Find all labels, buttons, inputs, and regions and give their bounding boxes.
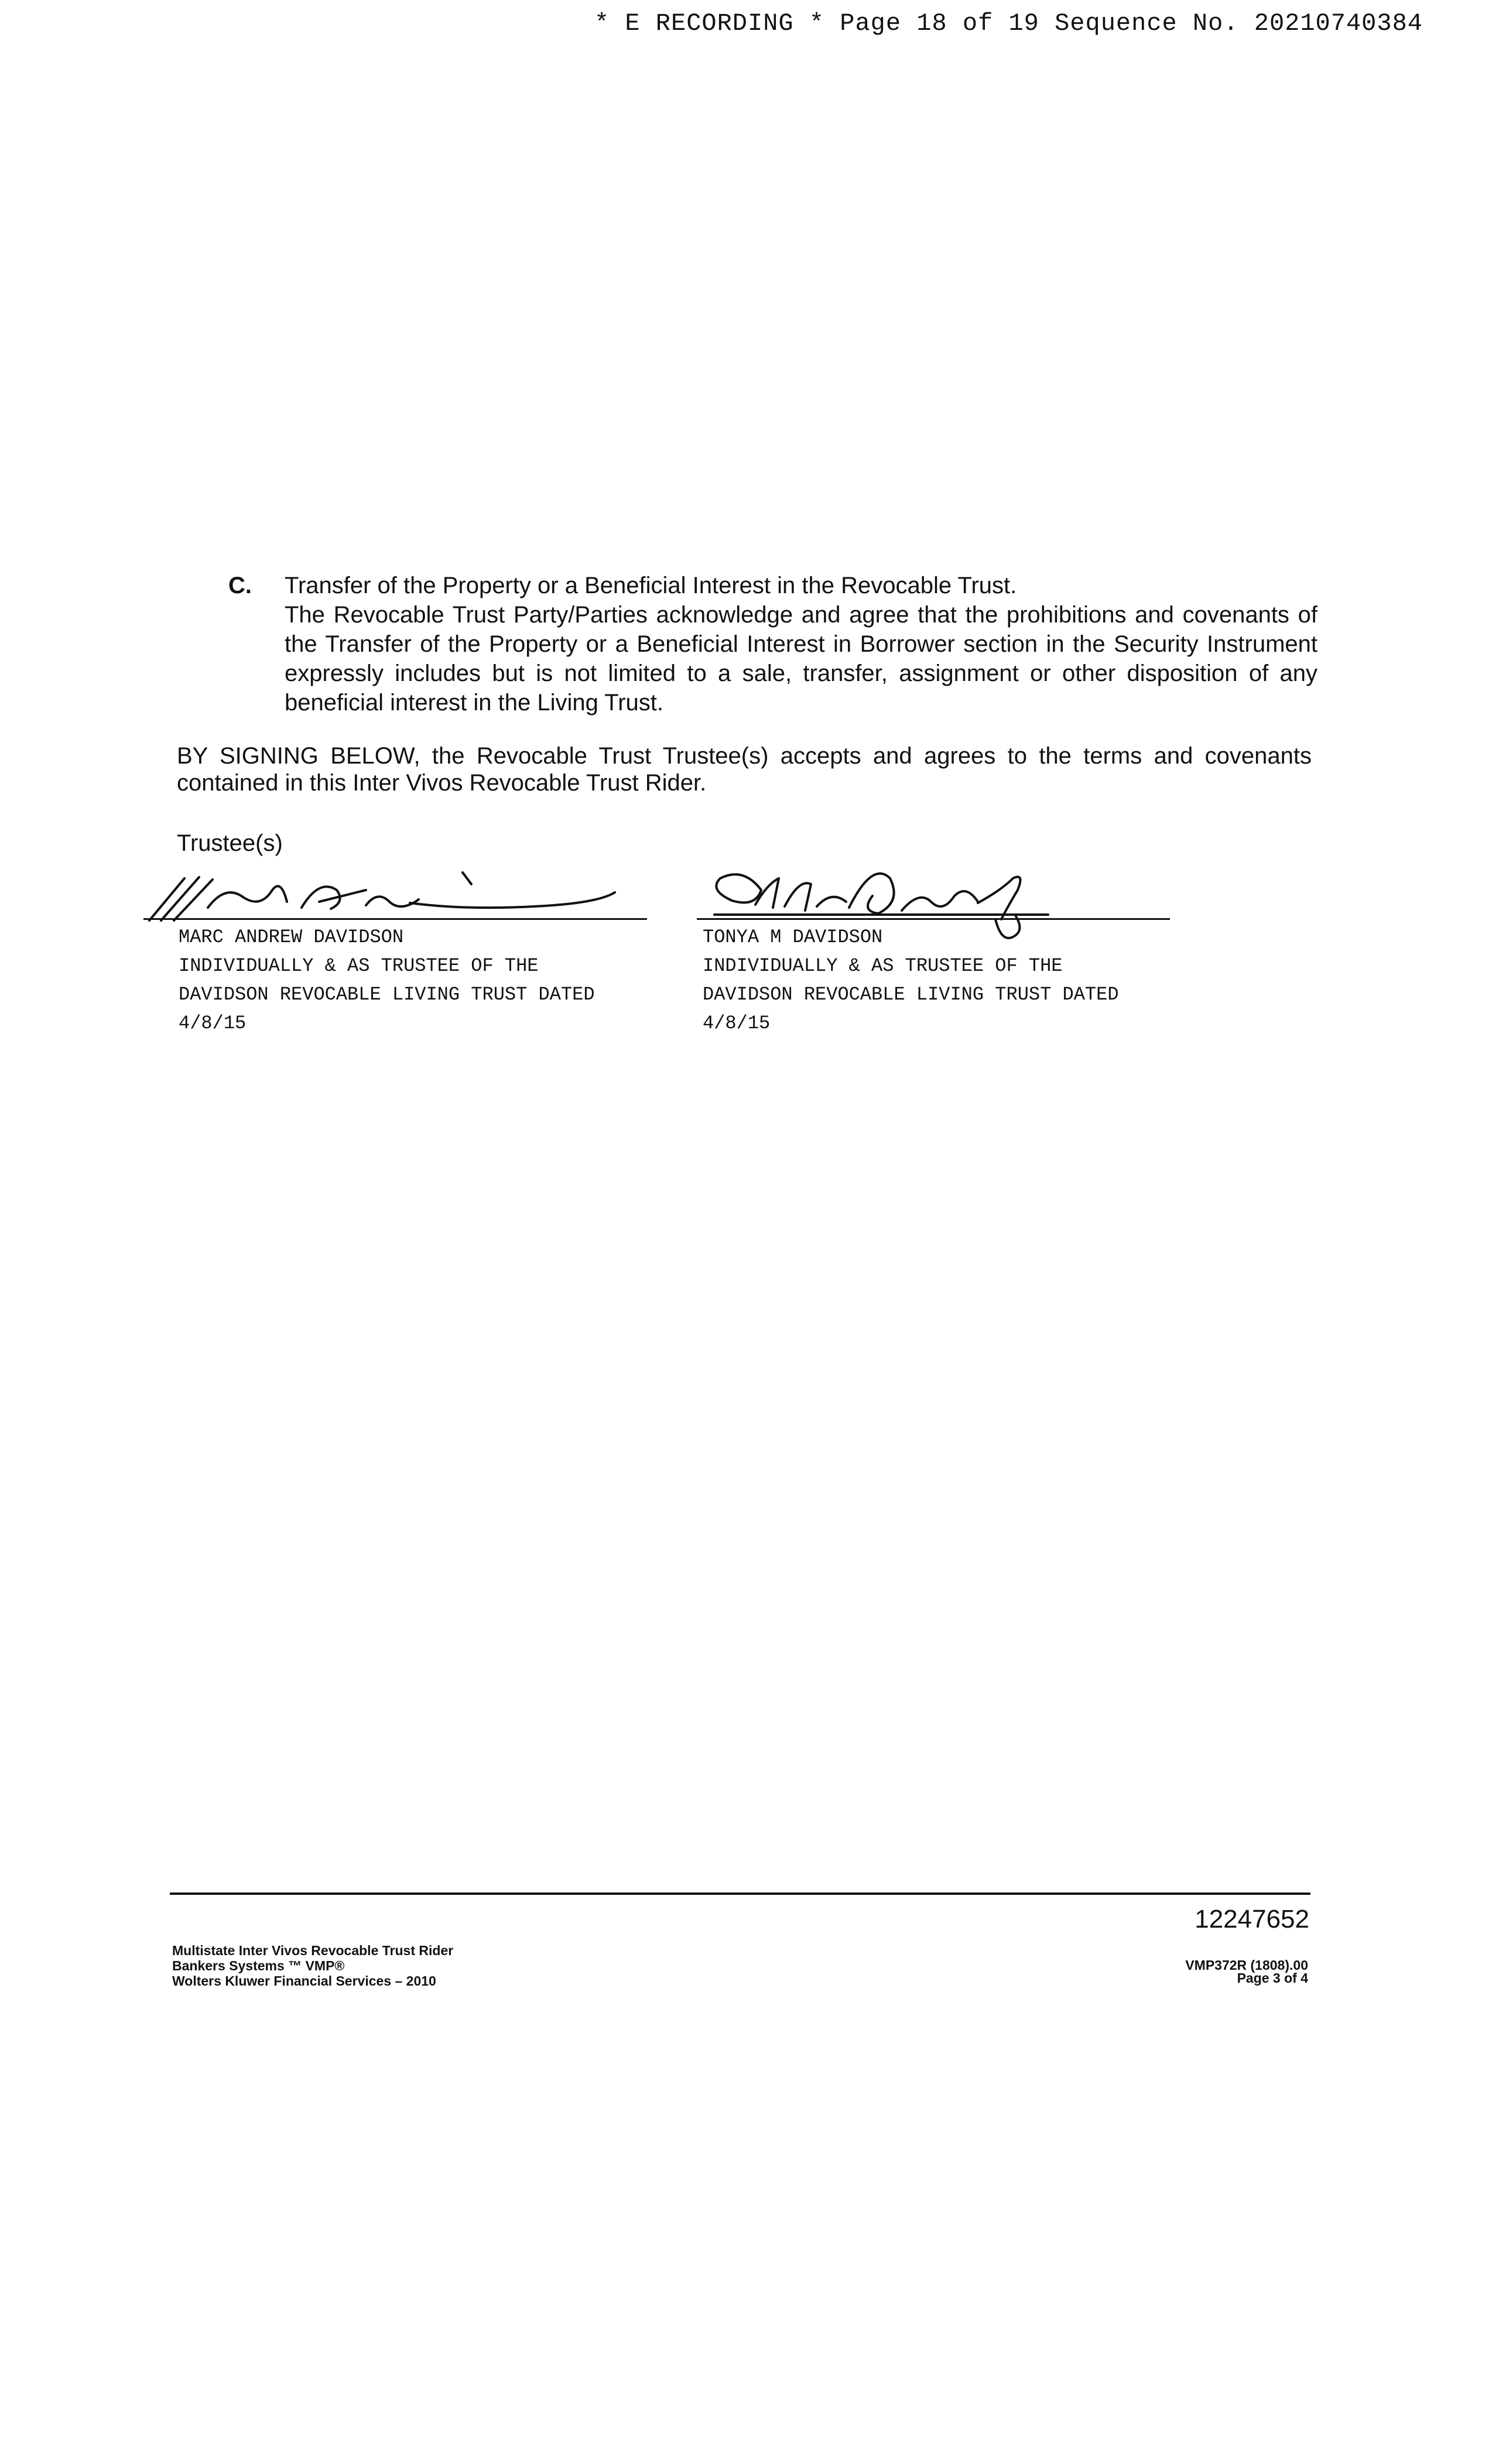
loan-number: 12247652: [1195, 1905, 1309, 1933]
section-letter: C.: [228, 573, 252, 598]
signature-line-1: [143, 918, 647, 920]
signing-text: the Revocable Trust Trustee(s) accepts and agrees to the terms and covenants contained in this Inter Vivos Revocable Trust Rider.: [177, 743, 1312, 796]
signing-statement: [177, 742, 1312, 796]
form-identification: [172, 1943, 453, 1989]
footer-divider: [170, 1893, 1310, 1895]
form-publisher: Bankers Systems ™ VMP®: [172, 1958, 345, 1973]
recording-stamp: * E RECORDING * Page 18 of 19 Sequence No. 20210740384: [594, 9, 1423, 37]
signature-line-2: [697, 918, 1170, 920]
form-page-info: [1185, 1959, 1308, 1984]
trustee-name: MARC ANDREW DAVIDSON: [179, 926, 404, 948]
page-number: Page 3 of 4: [1237, 1970, 1308, 1986]
form-copyright: Wolters Kluwer Financial Services – 2010: [172, 1973, 436, 1989]
section-c: [228, 571, 1317, 717]
trustee-details-2: [703, 923, 1119, 1038]
trustee-name: TONYA M DAVIDSON: [703, 926, 883, 948]
trust-date: 4/8/15: [179, 1012, 247, 1034]
trust-date: 4/8/15: [703, 1012, 771, 1034]
section-title: Transfer of the Property or a Beneficial Interest in the Revocable Trust.: [285, 573, 1017, 598]
trustees-label: Trustee(s): [177, 830, 283, 856]
section-body: The Revocable Trust Party/Parties acknowledge and agree that the prohibitions and covenants of the Transfer of the Property or a Beneficial Interest in Borrower section in the Security Instrument expressly includes but is not limited to a sale, transfer, assignment or other disposition of any beneficial interest in the Living Trust.: [285, 602, 1317, 716]
trust-name: DAVIDSON REVOCABLE LIVING TRUST DATED: [179, 984, 595, 1005]
trustee-capacity: INDIVIDUALLY & AS TRUSTEE OF THE: [179, 955, 539, 977]
trustee-details-1: [179, 923, 595, 1038]
trustee-capacity: INDIVIDUALLY & AS TRUSTEE OF THE: [703, 955, 1063, 977]
form-title: Multistate Inter Vivos Revocable Trust Rider: [172, 1943, 454, 1958]
signature-image-1: [143, 867, 647, 925]
trust-name: DAVIDSON REVOCABLE LIVING TRUST DATED: [703, 984, 1119, 1005]
signing-lead: BY SIGNING BELOW,: [177, 743, 420, 769]
form-code: VMP372R (1808).00: [1185, 1957, 1308, 1973]
